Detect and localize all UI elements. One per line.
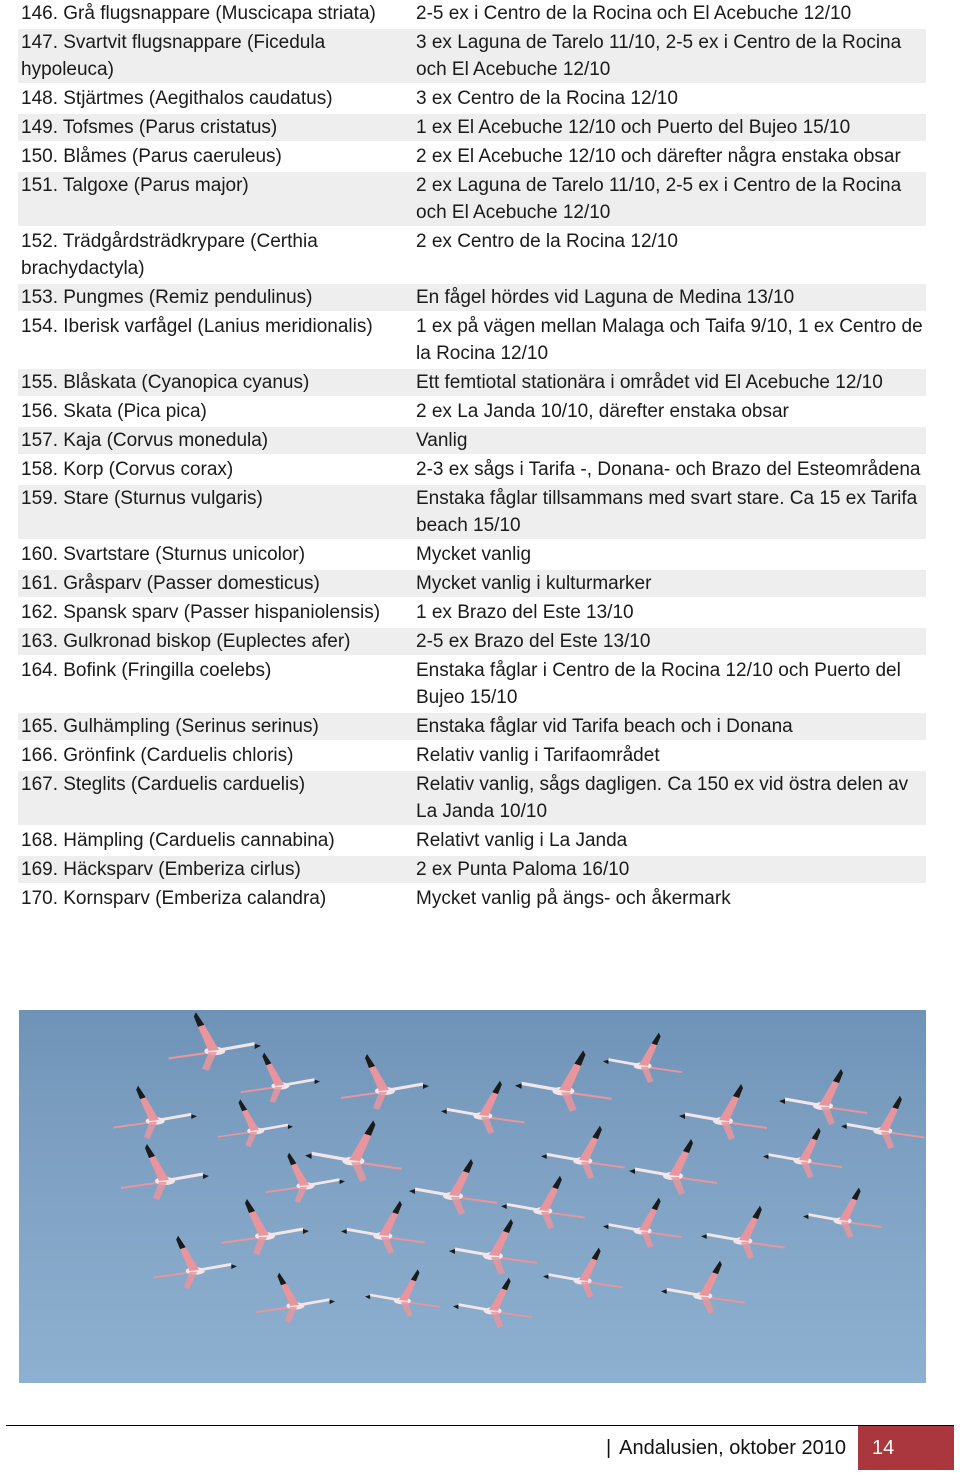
species-observation: Enstaka fåglar i Centro de la Rocina 12/10 och Puerto del Bujeo 15/10 — [408, 657, 926, 713]
flamingo — [543, 1248, 622, 1298]
species-name: 155. Blåskata (Cyanopica cyanus) — [18, 369, 408, 398]
flamingo-flock-illustration — [19, 1010, 926, 1383]
flamingo — [541, 1126, 625, 1179]
species-row — [18, 856, 926, 885]
species-observation: 2-5 ex i Centro de la Rocina och El Acebuche 12/10 — [408, 0, 926, 29]
species-name: 151. Talgoxe (Parus major) — [18, 172, 408, 228]
flamingo — [763, 1128, 842, 1178]
species-row — [18, 657, 926, 713]
species-name: 157. Kaja (Corvus monedula) — [18, 427, 408, 456]
species-name: 167. Steglits (Carduelis carduelis) — [18, 771, 408, 827]
flamingo — [266, 1153, 345, 1203]
species-name: 159. Stare (Sturnus vulgaris) — [18, 485, 408, 541]
species-observation: En fågel hördes vid Laguna de Medina 13/10 — [408, 284, 926, 313]
species-name: 158. Korp (Corvus corax) — [18, 456, 408, 485]
species-row — [18, 599, 926, 628]
species-observation: Relativt vanlig i La Janda — [408, 827, 926, 856]
species-name: 149. Tofsmes (Parus cristatus) — [18, 114, 408, 143]
species-observation: Vanlig — [408, 427, 926, 456]
species-row — [18, 628, 926, 657]
species-row — [18, 742, 926, 771]
species-observation: 2-3 ex sågs i Tarifa -, Donana- och Brazo del Esteområdena — [408, 456, 926, 485]
footer-document-title: Andalusien, oktober 2010 — [619, 1437, 846, 1459]
species-observation: 1 ex El Acebuche 12/10 och Puerto del Bujeo 15/10 — [408, 114, 926, 143]
species-row — [18, 369, 926, 398]
species-observation: 2-5 ex Brazo del Este 13/10 — [408, 628, 926, 657]
species-row — [18, 570, 926, 599]
species-row — [18, 398, 926, 427]
species-observation: 1 ex Brazo del Este 13/10 — [408, 599, 926, 628]
flamingo — [341, 1054, 429, 1110]
species-name: 154. Iberisk varfågel (Lanius meridionalis) — [18, 313, 408, 369]
species-observation: 2 ex Laguna de Tarelo 11/10, 2-5 ex i Centro de la Rocina och El Acebuche 12/10 — [408, 172, 926, 228]
species-name: 166. Grönfink (Carduelis chloris) — [18, 742, 408, 771]
species-observation: Mycket vanlig i kulturmarker — [408, 570, 926, 599]
species-table-body — [18, 0, 926, 914]
flamingo — [701, 1206, 785, 1259]
species-name: 150. Blåmes (Parus caeruleus) — [18, 143, 408, 172]
species-name: 161. Gråsparv (Passer domesticus) — [18, 570, 408, 599]
species-table — [18, 0, 926, 914]
flamingo — [603, 1198, 682, 1248]
species-row — [18, 284, 926, 313]
species-row — [18, 713, 926, 742]
flamingo — [241, 1053, 320, 1103]
flamingo — [341, 1201, 425, 1254]
species-row — [18, 313, 926, 369]
species-row — [18, 541, 926, 570]
species-name: 170. Kornsparv (Emberiza calandra) — [18, 885, 408, 914]
species-observation: 2 ex Punta Paloma 16/10 — [408, 856, 926, 885]
species-row — [18, 172, 926, 228]
species-observation: Mycket vanlig — [408, 541, 926, 570]
species-row — [18, 228, 926, 284]
flamingo — [169, 1012, 261, 1071]
flamingo — [256, 1273, 335, 1323]
species-name: 147. Svartvit flugsnappare (Ficedula hypoleuca) — [18, 29, 408, 85]
species-observation: 1 ex på vägen mellan Malaga och Taifa 9/10, 1 ex Centro de la Rocina 12/10 — [408, 313, 926, 369]
species-row — [18, 143, 926, 172]
species-observation: Enstaka fåglar tillsammans med svart stare. Ca 15 ex Tarifa beach 15/10 — [408, 485, 926, 541]
species-name: 160. Svartstare (Sturnus unicolor) — [18, 541, 408, 570]
species-observation: Mycket vanlig på ängs- och åkermark — [408, 885, 926, 914]
species-row — [18, 885, 926, 914]
flamingo — [779, 1069, 867, 1125]
species-name: 165. Gulhämpling (Serinus serinus) — [18, 713, 408, 742]
species-name: 156. Skata (Pica pica) — [18, 398, 408, 427]
flamingo — [221, 1199, 309, 1255]
species-name: 153. Pungmes (Remiz pendulinus) — [18, 284, 408, 313]
species-name: 163. Gulkronad biskop (Euplectes afer) — [18, 628, 408, 657]
flamingo — [679, 1084, 767, 1140]
flamingo-photo — [19, 1010, 926, 1383]
flamingo — [121, 1144, 209, 1200]
flamingo — [841, 1096, 925, 1149]
flamingo — [218, 1099, 293, 1147]
flamingo — [441, 1081, 525, 1134]
species-row — [18, 29, 926, 85]
species-row — [18, 485, 926, 541]
flamingo — [501, 1176, 585, 1229]
flamingo — [803, 1188, 882, 1238]
flamingo — [365, 1269, 440, 1317]
flamingo — [449, 1219, 537, 1275]
species-row — [18, 827, 926, 856]
species-observation: 2 ex Centro de la Rocina 12/10 — [408, 228, 926, 284]
page-number-badge — [858, 1426, 954, 1470]
species-name: 152. Trädgårdsträdkrypare (Certhia brachydactyla) — [18, 228, 408, 284]
species-row — [18, 85, 926, 114]
species-name: 148. Stjärtmes (Aegithalos caudatus) — [18, 85, 408, 114]
flamingo — [603, 1033, 682, 1083]
species-row — [18, 0, 926, 29]
flamingo — [113, 1086, 197, 1139]
flamingo — [153, 1236, 237, 1289]
page-number: 14 — [872, 1437, 895, 1459]
species-observation: Relativ vanlig i Tarifaområdet — [408, 742, 926, 771]
flamingo — [515, 1050, 612, 1112]
species-row — [18, 771, 926, 827]
species-observation: Relativ vanlig, sågs dagligen. Ca 150 ex vid östra delen av La Janda 10/10 — [408, 771, 926, 827]
flamingo — [629, 1139, 717, 1195]
page-footer — [0, 1426, 954, 1470]
species-observation: 2 ex El Acebuche 12/10 och därefter några enstaka obsar — [408, 143, 926, 172]
flamingo — [305, 1120, 402, 1182]
species-observation: Enstaka fåglar vid Tarifa beach och i Donana — [408, 713, 926, 742]
species-name: 164. Bofink (Fringilla coelebs) — [18, 657, 408, 713]
species-name: 168. Hämpling (Carduelis cannabina) — [18, 827, 408, 856]
flamingo — [453, 1278, 532, 1328]
species-name: 169. Häcksparv (Emberiza cirlus) — [18, 856, 408, 885]
species-observation: 2 ex La Janda 10/10, därefter enstaka obsar — [408, 398, 926, 427]
footer-separator: | — [605, 1437, 612, 1459]
species-row — [18, 427, 926, 456]
flamingo — [661, 1261, 745, 1314]
species-name: 146. Grå flugsnappare (Muscicapa striata) — [18, 0, 408, 29]
species-observation: 3 ex Laguna de Tarelo 11/10, 2-5 ex i Centro de la Rocina och El Acebuche 12/10 — [408, 29, 926, 85]
species-observation: 3 ex Centro de la Rocina 12/10 — [408, 85, 926, 114]
species-row — [18, 456, 926, 485]
flamingo — [409, 1159, 497, 1215]
species-name: 162. Spansk sparv (Passer hispaniolensis) — [18, 599, 408, 628]
footer-label — [606, 1435, 846, 1461]
species-row — [18, 114, 926, 143]
species-observation: Ett femtiotal stationära i området vid El Acebuche 12/10 — [408, 369, 926, 398]
